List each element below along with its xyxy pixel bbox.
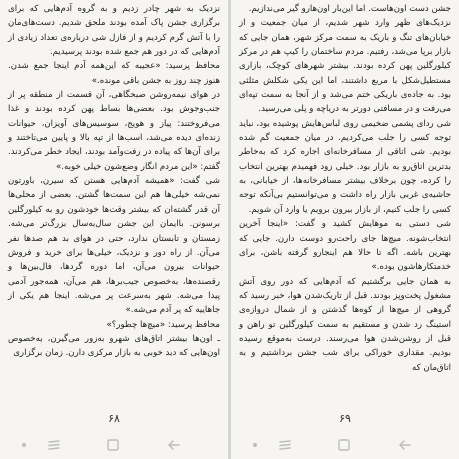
page-number: ۶۸ xyxy=(108,412,120,425)
back-arrow-icon[interactable] xyxy=(397,437,413,453)
paragraph: نزدیک‌های ظهر وارد شهر شدیم، از میان جمعیت و از خیابان‌های تنگ و باریک به سمت مرکز شهر، همان جایی که بازار برپا می‌شد، رفتیم. مردم ساختمان را کیپ هم در مرکز کیلورگلین پهن کرده بودند. بیشتر شهرهای کوچک، بازاری مستطیل‌شکل با مربع داشتند، اما این یکی شکلش مثلثی بود. به جاده‌ی باریکی ختم می‌شد و از آنجا به سمت تپه‌ای می‌رفت و در مسافتی دورتر به دریاچه و پلی می‌رسید. xyxy=(239,18,451,115)
recents-square-icon[interactable] xyxy=(336,437,352,453)
paragraph: شی گفت: «همیشه آدم‌هایی هستن که سیرن، باورتون نمی‌شه خیلی‌ها هم این سمت‌ها گشتن. بعضی از محلی‌ها آن قدر گشته‌ان که بیشتر وقت‌ها خودشون رو به کیلورگلین برسونن. باایمان این جشن سال‌به‌سال بزرگ‌تر می‌شه. زمستان و تابستان ندارد، حتی در هوای بد هم صدها نفر می‌آن. از راه دور و نزدیک، خیلی‌ها برای خرید و فروش حیوانات بیرون می‌آن، اما دوره گردها، فال‌بین‌ها و رقصنده‌ها، به‌خصوص جیب‌برها، هم می‌آن، همه‌جور آدمی پیدا می‌شه. شهر به‌سرعت پر می‌شه. اینجا هم یکی از جاهاییه که پر آدم می‌شه.» xyxy=(8,176,220,316)
navigation-bar xyxy=(231,431,459,459)
home-lines-icon[interactable] xyxy=(46,437,62,453)
page-number: ۶۹ xyxy=(339,412,351,425)
right-page xyxy=(231,0,459,459)
paragraph: ـ اون‌ها بیشتر اتاق‌های شهرو به‌زور می‌گیرن، به‌خصوص اون‌هایی که دید خوبی به بازار مرکزی دارن. زمان برگزاری xyxy=(8,333,220,359)
paragraph: شی دستی به موهایش کشید و گفت: «اینجا آخرین انتخاب‌شونه. میچ‌ها جای راحت‌رو دوست دارن. جایی که بهترین باشه. اگه تا حالا هم اینجارو گرفته باشن، برای خدمتکارهاشون بوده.» xyxy=(239,219,451,273)
left-page xyxy=(0,0,228,459)
dot-icon[interactable] xyxy=(16,437,32,453)
back-arrow-icon[interactable] xyxy=(166,437,182,453)
home-lines-icon[interactable] xyxy=(277,437,293,453)
paragraph: محافظ پرسید: «عجیبه که این‌همه آدم اینجا جمع شدن. هنوز چند روز به جشن باقی مونده.» xyxy=(8,61,220,86)
paragraph: جشن دست اون‌هاست. اما این‌بار اون‌هارو گیر می‌ندازیم. xyxy=(248,4,451,14)
recents-square-icon[interactable] xyxy=(105,437,121,453)
left-page-text xyxy=(8,2,220,361)
paragraph: شی ردای پشمی ضخیمی روی لباس‌هایش پوشیده بود، نباید توجه کسی را جلب می‌کردیم. در میان جمعیت گم شده بودیم. شی اتاقی از مسافرخانه‌ای اجاره کرد که به‌خاطر بدترین اتاق‌رو به بازار بود. خیلی زود فهمیدم بهترین انتخاب را کرده، چون برخلاف بیشتر مسافرخانه‌ها، از خیابانی، به حاشیه‌ی غربی بازار راه داشت و می‌توانستیم بی‌آنکه توجه کسی را جلب کنیم، از بازار بیرون برویم یا وارد آن شویم. xyxy=(239,118,451,215)
dot-icon[interactable] xyxy=(247,437,263,453)
paragraph: به همان جایی برگشتیم که آدم‌هایی که دور روی آتش مشغول پخت‌وپز بودند. قبل از تاریک‌شدن هوا، خبر رسید که گروهی از میچ‌ها از کوه‌ها گذشتن و از شمال دروازه‌ی استینگ رد شدن و مستقیم به سمت کیلورگلین تو راهن و قبل از روشن‌شدن هوا می‌رسند. درست به‌موقع رسیده بودیم. مقداری خوراکی برای شب جشن برداشتیم و به اتاق‌مان که xyxy=(239,276,451,373)
right-page-text xyxy=(239,2,451,375)
paragraph: نزدیک به شهر چادر زدیم و به گروه آدم‌هایی که برای برگزاری جشن پاک آمده بودند ملحق شدیم. دست‌های‌مان را با آتش گرم کردیم و از فازل شی درباره‌ی تعداد زیادی از آدم‌هایی که در دور هم جمع شده بودند پرسیدیم. xyxy=(8,4,220,58)
paragraph: در هوای نیمه‌روشن صبحگاهی، آن قسمت از منطقه پر از جنب‌وجوش بود. بعضی‌ها بساط پهن کرده بودند و غذا می‌فروختند: پیاز و هویج، سوسیس‌های آویزان، حیوانات زنده‌ای دیده می‌شد، اسب‌ها از تپه بالا و پایین می‌تاختند و برای آن‌ها که پیاده در رفت‌وآمد بودند، ایجاد خطر می‌کردند. گفتم: «این مردم انگار وضع‌شون خیلی خوبه.» xyxy=(8,90,220,172)
paragraph: محافظ پرسید: «میچ‌ها چطور؟» xyxy=(106,319,220,330)
navigation-bar xyxy=(0,431,228,459)
